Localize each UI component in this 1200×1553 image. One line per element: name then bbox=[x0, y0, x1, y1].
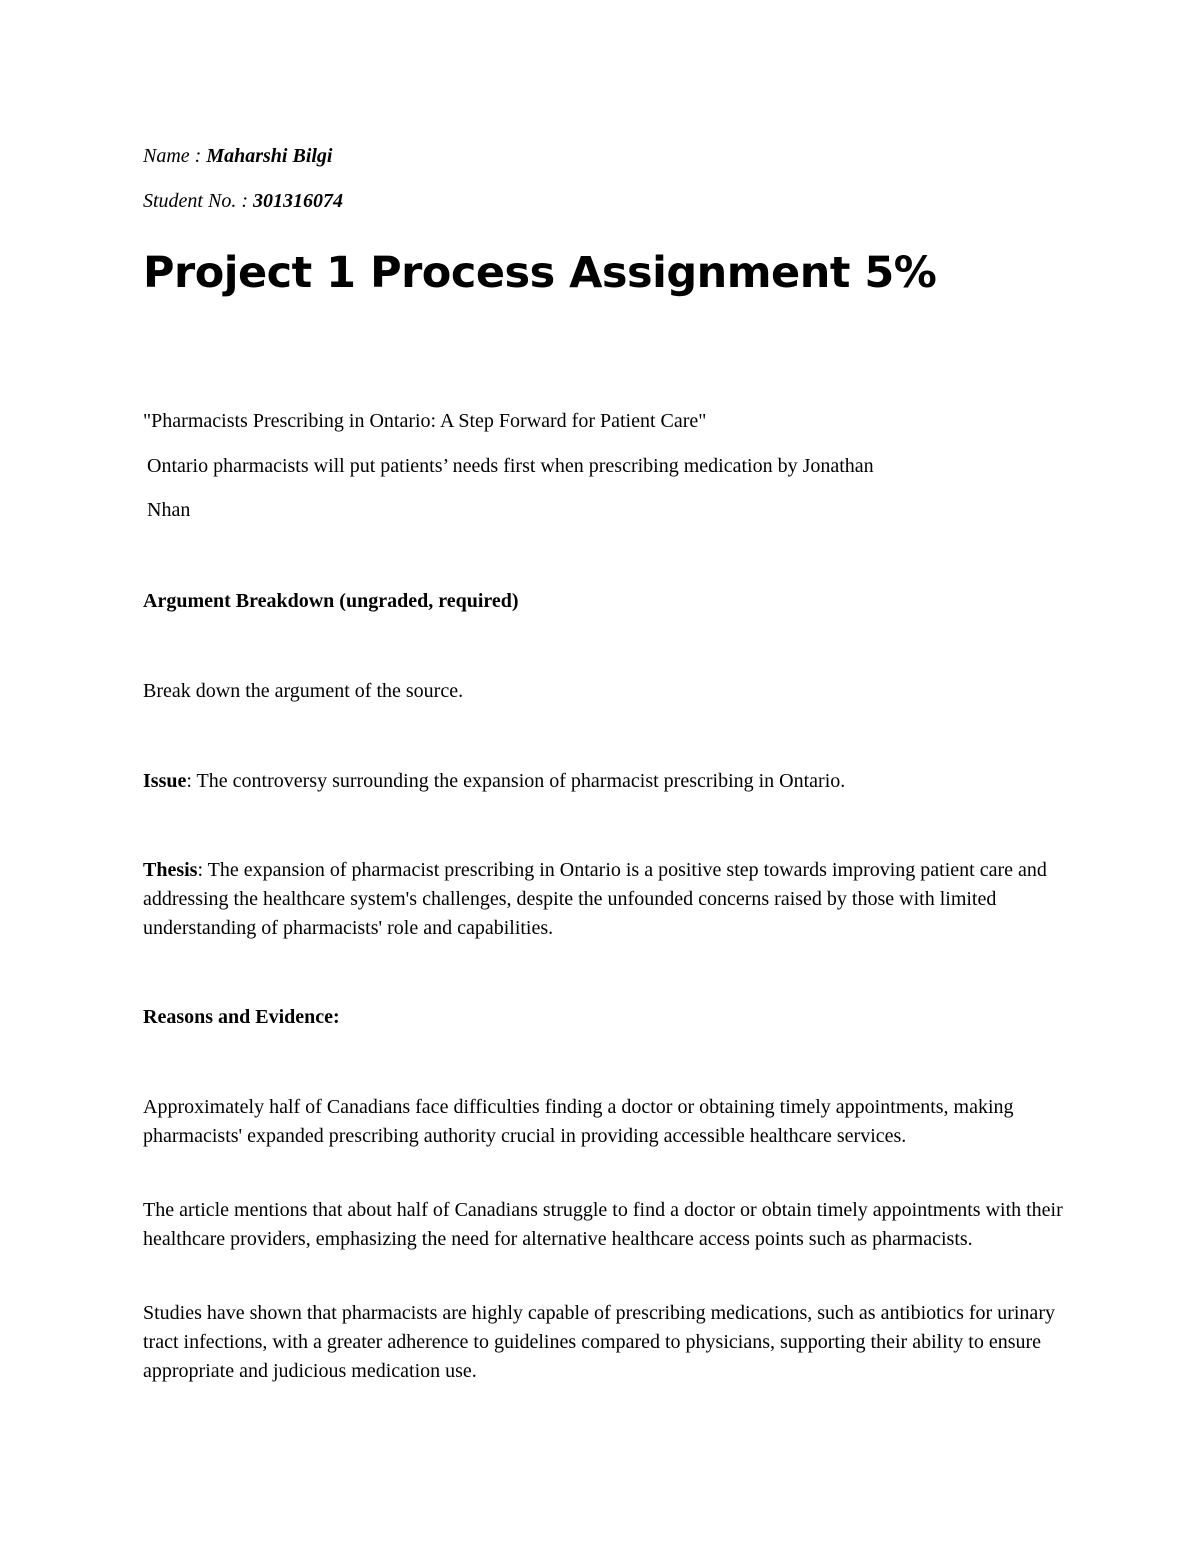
thesis-label: Thesis bbox=[143, 859, 198, 881]
student-label: Student No. : bbox=[143, 190, 253, 212]
source-byline-line-1: Ontario pharmacists will put patients’ needs first when prescribing medication by Jonathan bbox=[147, 455, 874, 477]
reason-paragraph: The article mentions that about half of Canadians struggle to find a doctor or obtain timely appointments with their healthcare providers, emphasizing the need for alternative healthcare access points such as pharmacists. bbox=[143, 1199, 1063, 1250]
reasons-heading: Reasons and Evidence: bbox=[143, 1006, 340, 1028]
thesis-text: : The expansion of pharmacist prescribing in Ontario is a positive step towards improving patient care and addressing the healthcare system's challenges, despite the unfounded concerns raised by those with limited understanding of pharmacists' role and capabilities. bbox=[143, 859, 1047, 939]
reason-paragraph: Approximately half of Canadians face difficulties finding a doctor or obtaining timely appointments, making pharmacists' expanded prescribing authority crucial in providing accessible healthcare services. bbox=[143, 1096, 1014, 1147]
source-article-title: "Pharmacists Prescribing in Ontario: A Step Forward for Patient Care" bbox=[143, 410, 707, 432]
reason-paragraph: Studies have shown that pharmacists are highly capable of prescribing medications, such as antibiotics for urinary tract infections, with a greater adherence to guidelines compared to physicians, supporting their ability to ensure appropriate and judicious medication use. bbox=[143, 1302, 1055, 1382]
issue-label: Issue bbox=[143, 770, 187, 792]
section-heading: Argument Breakdown (ungraded, required) bbox=[143, 590, 519, 612]
name-value: Maharshi Bilgi bbox=[206, 145, 333, 167]
instruction-text: Break down the argument of the source. bbox=[143, 680, 464, 702]
student-value: 301316074 bbox=[253, 190, 343, 212]
issue-paragraph bbox=[143, 767, 845, 796]
source-byline-line-2: Nhan bbox=[147, 499, 191, 521]
page-title: Project 1 Process Assignment 5% bbox=[143, 248, 937, 298]
issue-text: : The controversy surrounding the expansion of pharmacist prescribing in Ontario. bbox=[186, 770, 846, 792]
name-label: Name : bbox=[143, 145, 207, 167]
student-number-line bbox=[143, 187, 343, 216]
thesis-paragraph bbox=[143, 856, 1073, 943]
name-line bbox=[143, 142, 333, 171]
